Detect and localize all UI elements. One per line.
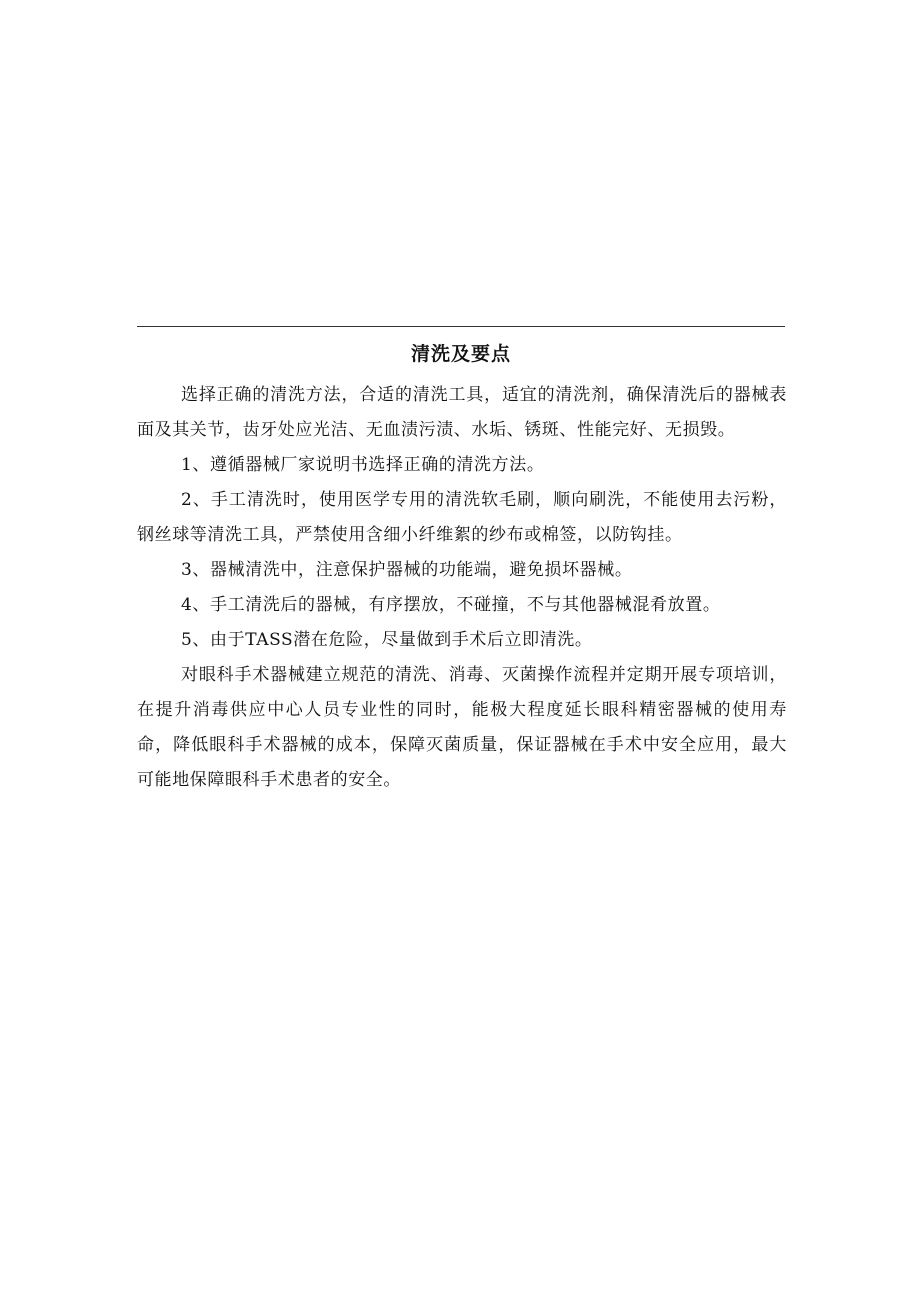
conclusion-paragraph: 对眼科手术器械建立规范的清洗、消毒、灭菌操作流程并定期开展专项培训，在提升消毒供应中心人员专业性的同时，能极大程度延长眼科精密器械的使用寿命，降低眼科手术器械的成本，保障灭菌质量，保证器械在手术中安全应用，最大可能地保障眼科手术患者的安全。: [137, 665, 787, 790]
intro-paragraph: 选择正确的清洗方法，合适的清洗工具，适宜的清洗剂，确保清洗后的器械表面及其关节，齿牙处应光洁、无血渍污渍、水垢、锈斑、性能完好、无损毁。: [137, 385, 787, 440]
section-title: 清洗及要点: [410, 343, 511, 365]
document-body: [137, 378, 787, 798]
list-item-5: 5、由于TASS潜在危险，尽量做到手术后立即清洗。: [181, 630, 593, 650]
list-item-1: 1、遵循器械厂家说明书选择正确的清洗方法。: [181, 455, 545, 475]
list-item-2: 2、手工清洗时，使用医学专用的清洗软毛刷，顺向刷洗，不能使用去污粉，钢丝球等清洗工具，严禁使用含细小纤维絮的纱布或棉签，以防钩挂。: [137, 490, 787, 545]
list-item-4: 4、手工清洗后的器械，有序摆放，不碰撞，不与其他器械混肴放置。: [181, 595, 721, 615]
list-item-3: 3、器械清洗中，注意保护器械的功能端，避免损坏器械。: [181, 560, 633, 580]
header-rule: [137, 326, 785, 327]
